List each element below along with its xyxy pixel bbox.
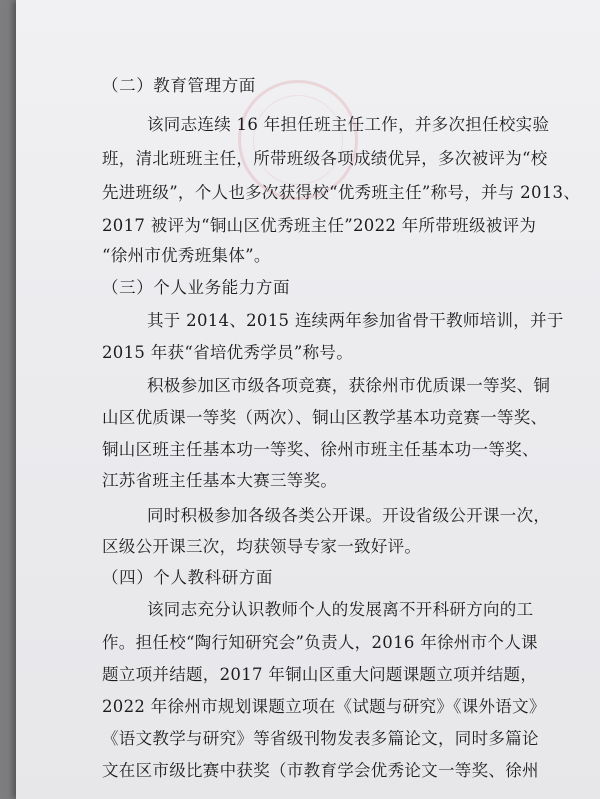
section-heading-ability: （三）个人业务能力方面: [102, 278, 291, 297]
paragraph-line: 《语文教学与研究》等省级刊物发表多篇论文，同时多篇论: [102, 729, 539, 748]
paragraph-line: 班，清北班班主任，所带班级各项成绩优异，多次被评为“校: [102, 149, 548, 168]
paragraph-line: 江苏省班主任基本大赛三等奖。: [102, 471, 338, 490]
paragraph-line: 该同志连续 16 年担任班主任工作，并多次担任校实验: [147, 115, 550, 134]
paragraph-line: 积极参加区市级各项竞赛，获徐州市优质课一等奖、铜: [147, 376, 551, 395]
paragraph-line: 同时积极参加各级各类公开课。开设省级公开课一次，: [147, 506, 551, 525]
paragraph-line: 区级公开课三次，均获领导专家一致好评。: [102, 537, 422, 556]
paragraph-line: 其于 2014、2015 连续两年参加省骨干教师培训，并于: [147, 311, 564, 330]
paragraph-line: 2015 年获“省培优秀学员”称号。: [102, 343, 354, 362]
paragraph-line: “徐州市优秀班集体”。: [102, 246, 271, 265]
section-heading-research: （四）个人教科研方面: [102, 568, 273, 587]
paragraph-line: 2017 被评为“铜山区优秀班主任”2022 年所带班级被评为: [102, 216, 537, 235]
paragraph-line: 该同志充分认识教师个人的发展离不开科研方向的工: [147, 600, 534, 619]
paragraph-line: 铜山区班主任基本功一等奖、徐州市班主任基本功一等奖、: [102, 440, 539, 459]
paragraph-line: 作。担任校“陶行知研究会”负责人，2016 年徐州市个人课: [102, 633, 538, 652]
document-page: [16, 0, 600, 799]
paragraph-line: 题立项并结题，2017 年铜山区重大问题课题立项并结题，: [102, 665, 538, 684]
paragraph-line: 2022 年徐州市规划课题立项在《试题与研究》《课外语文》: [102, 697, 546, 716]
paragraph-line: 山区优质课一等奖（两次）、铜山区教学基本功竞赛一等奖、: [102, 408, 548, 427]
paragraph-line: 文在区市级比赛中获奖（市教育学会优秀论文一等奖、徐州: [102, 761, 539, 780]
section-heading-management: （二）教育管理方面: [102, 76, 256, 95]
paragraph-line: 先进班级”，个人也多次获得校“优秀班主任”称号，并与 2013、: [102, 183, 581, 202]
